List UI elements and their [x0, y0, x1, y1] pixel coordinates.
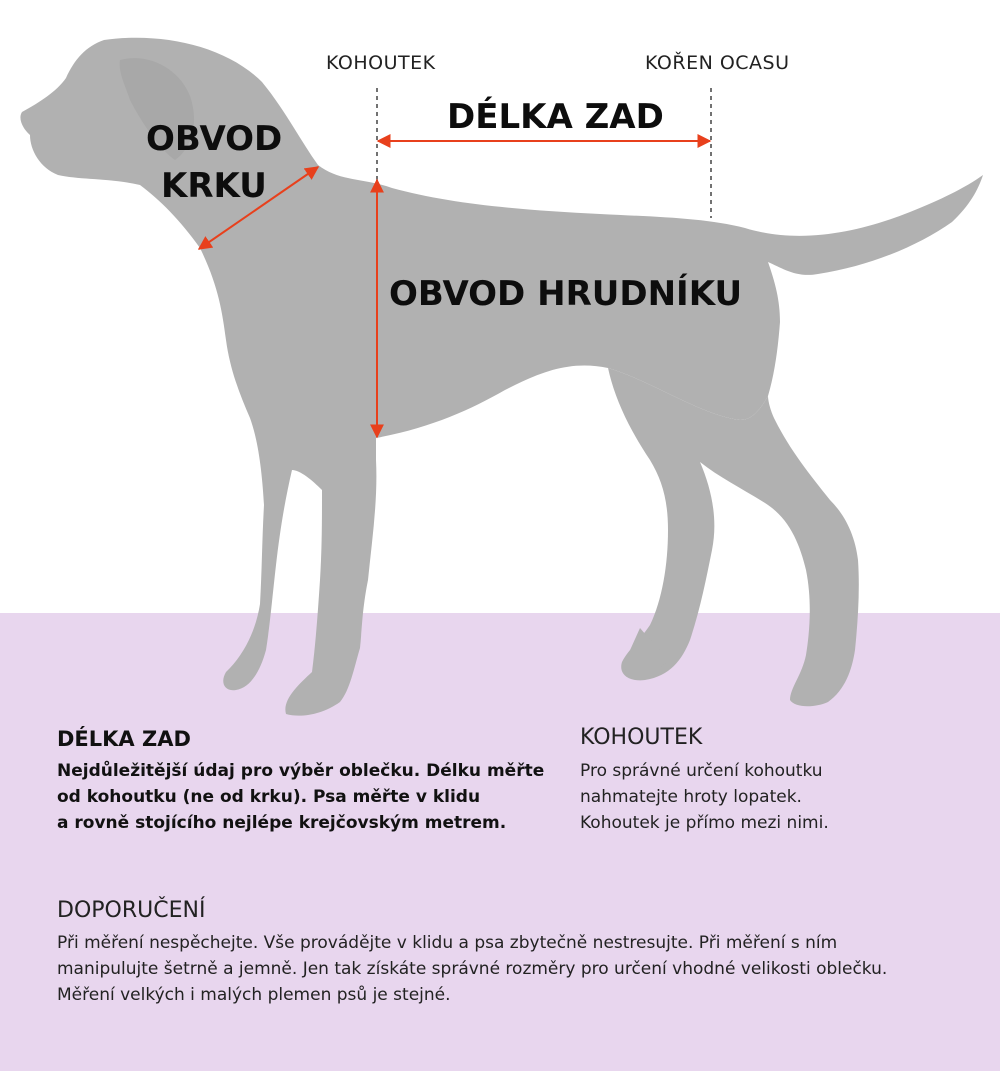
- delka-zad-text-line: Nejdůležitější údaj pro výběr oblečku. Délku měřte: [57, 761, 545, 781]
- doporuceni-text-line: manipulujte šetrně a jemně. Jen tak získáte správné rozměry pro určení vhodné velikosti oblečku.: [57, 959, 888, 979]
- kohoutek-section-title: KOHOUTEK: [580, 725, 703, 750]
- kohoutek-text-line: Kohoutek je přímo mezi nimi.: [580, 813, 829, 833]
- delka-zad-text-line: od kohoutku (ne od krku). Psa měřte v klidu: [57, 787, 481, 807]
- kohoutek-section-text: [580, 758, 829, 836]
- obvod-krku-label-line2: KRKU: [161, 166, 267, 206]
- kohoutek-text-line: nahmatejte hroty lopatek.: [580, 787, 802, 807]
- obvod-krku-label-line1: OBVOD: [146, 119, 283, 159]
- delka-zad-section-text: [57, 758, 544, 836]
- kohoutek-text-line: Pro správné určení kohoutku: [580, 761, 823, 781]
- doporuceni-text-line: Měření velkých i malých plemen psů je stejné.: [57, 985, 451, 1005]
- delka-zad-label: DÉLKA ZAD: [447, 97, 664, 137]
- obvod-hrudniku-label: OBVOD HRUDNÍKU: [389, 274, 743, 314]
- delka-zad-section-title: DÉLKA ZAD: [57, 727, 191, 751]
- doporuceni-section-title: DOPORUČENÍ: [57, 898, 206, 923]
- kohoutek-marker-label: KOHOUTEK: [326, 52, 436, 74]
- doporuceni-section-text: [57, 930, 887, 1008]
- koren-ocasu-marker-label: KOŘEN OCASU: [645, 52, 790, 74]
- doporuceni-text-line: Při měření nespěchejte. Vše provádějte v klidu a psa zbytečně nestresujte. Při měření s ním: [57, 933, 838, 953]
- delka-zad-text-line: a rovně stojícího nejlépe krejčovským metrem.: [57, 813, 507, 833]
